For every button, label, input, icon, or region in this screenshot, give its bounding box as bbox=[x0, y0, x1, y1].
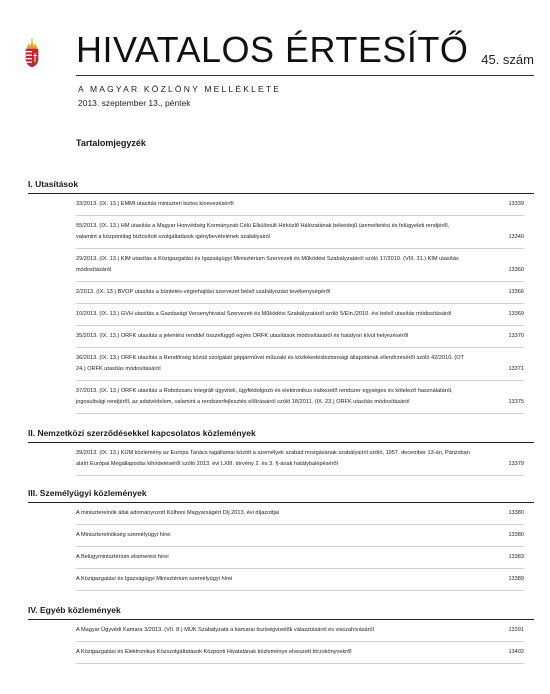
entry-title: 33/2013. (IX. 13.) EMMI utasítás miniszteri biztos kinevezéséről bbox=[76, 201, 234, 207]
entry-page-number: 13379 bbox=[508, 461, 524, 467]
entry-page-number: 13383 bbox=[508, 554, 524, 560]
toc-entry[interactable] bbox=[76, 569, 524, 591]
entry-list bbox=[76, 194, 524, 414]
toc-entry[interactable] bbox=[76, 249, 524, 282]
table-of-contents bbox=[28, 179, 524, 664]
toc-entry[interactable] bbox=[76, 547, 524, 569]
entry-title: A Közigazgatási és Igazságügyi Minisztérium személyügyi hírei bbox=[76, 576, 233, 582]
entry-page-number: 13369 bbox=[508, 311, 524, 317]
toc-heading: Tartalomjegyzék bbox=[76, 138, 146, 148]
entry-title: 55/2013. (IX. 13.) HM utasítás a Magyar Honvédség Kormányzati Célú Elkülönült Hírközlő Hálózatának békeidejű üzemeltetési és felügyeleti rendjéről, valamint a központilag biztosított szolgáltatások igénybevételének szabályairól bbox=[76, 223, 450, 240]
entry-page-number: 13380 bbox=[508, 510, 524, 516]
entry-page-number: 13339 bbox=[508, 201, 524, 207]
publication-title: HIVATALOS ÉRTESÍTŐ bbox=[76, 29, 469, 70]
toc-entry[interactable] bbox=[76, 642, 524, 664]
section-title: I. Utasítások bbox=[28, 179, 534, 194]
entry-page-number: 13389 bbox=[508, 576, 524, 582]
toc-entry[interactable] bbox=[76, 304, 524, 326]
toc-entry[interactable] bbox=[76, 348, 524, 381]
toc-entry[interactable] bbox=[76, 620, 524, 642]
entry-title: 29/2013. (IX. 13.) KIM utasítás a Közigazgatási és Igazságügyi Minisztérium Szervezeti és Működési Szabályzatáról szóló 17/2010. (VIII. 31.) KIM utasítás módosításáról bbox=[76, 256, 459, 273]
entry-title: A Miniszterelnökség személyügyi hírei bbox=[76, 532, 171, 538]
entry-title: A Közigazgatási és Elektronikus Közszolgáltatások Központi Hivatalának közleménye elveszett törzskönyvekről bbox=[76, 649, 352, 655]
entry-title: 2/2013. (IX. 13.) BVOP utasítás a büntetés-végrehajtási szervezet belső szabályozási tevékenységéről bbox=[76, 289, 331, 295]
entry-title: A Magyar Ügyvédi Kamara 3/2013. (VII. 8.) MÜK Szabályzata a kamarai tisztségviselők választásáról és visszahívásáról bbox=[76, 627, 374, 633]
toc-entry[interactable] bbox=[76, 282, 524, 304]
toc-entry[interactable] bbox=[76, 216, 524, 249]
entry-page-number: 13380 bbox=[508, 532, 524, 538]
issue-number: 45. szám bbox=[481, 52, 534, 67]
section-title: III. Személyügyi közlemények bbox=[28, 488, 534, 503]
toc-entry[interactable] bbox=[76, 443, 524, 476]
entry-page-number: 13366 bbox=[508, 289, 524, 295]
entry-page-number: 13371 bbox=[508, 366, 524, 372]
entry-title: 35/2013. (IX. 13.) ORFK utasítás a jelentési renddel összefüggő egyes ORFK utasítások módosításáról és hatályon kívül helyezéséről bbox=[76, 333, 409, 339]
entry-page-number: 13340 bbox=[508, 234, 524, 240]
entry-list bbox=[76, 503, 524, 591]
section-title: II. Nemzetközi szerződésekkel kapcsolatos közlemények bbox=[28, 428, 534, 443]
entry-page-number: 13402 bbox=[508, 649, 524, 655]
toc-section bbox=[28, 428, 524, 476]
toc-entry[interactable] bbox=[76, 194, 524, 216]
entry-title: 10/2013. (IX. 13.) GVH utasítás a Gazdasági Versenyhivatal Szervezeti és Működési Szabályzatáról szóló 5/Eln./2010. évi belső utasítás módosításáról bbox=[76, 311, 452, 317]
publication-date: 2013. szeptember 13., péntek bbox=[78, 98, 191, 108]
toc-section bbox=[28, 605, 524, 664]
hungarian-coat-of-arms-icon bbox=[24, 38, 40, 68]
toc-entry[interactable] bbox=[76, 525, 524, 547]
entry-title: 39/2013. (IX. 13.) KÜM közlemény az Európa Tanács tagállamai között a személyek szabad mozgásának szabályairól szóló, 1957. december 13-án, Párizsban aláírt Európai Megállapodás kihirdetéséről szóló 2013. évi LXIII. törvény 2. és 3. §-ának hatálybalépéséről bbox=[76, 450, 470, 467]
toc-entry[interactable] bbox=[76, 503, 524, 525]
toc-entry[interactable] bbox=[76, 326, 524, 348]
header-divider bbox=[76, 75, 534, 76]
publication-subtitle: A MAGYAR KÖZLÖNY MELLÉKLETE bbox=[78, 84, 282, 94]
entry-title: 36/2013. (IX. 13.) ORFK utasítás a Rendőrség közúti szolgálati gépjárművei műszaki és közlekedésbiztonsági állapotának ellenőrzéséről szóló 42/2010. (OT 24.) ORFK utasítás módosításáról bbox=[76, 355, 464, 372]
toc-entry[interactable] bbox=[76, 381, 524, 414]
toc-section bbox=[28, 179, 524, 414]
entry-title: A Belügyminisztérium elismerési hírei bbox=[76, 554, 169, 560]
entry-page-number: 13370 bbox=[508, 333, 524, 339]
entry-title: A miniszterelnök által adományozott Külhoni Magyarságért Díj 2013. évi díjazottjai bbox=[76, 510, 280, 516]
section-title: IV. Egyéb közlemények bbox=[28, 605, 534, 620]
entry-page-number: 13375 bbox=[508, 399, 524, 405]
entry-page-number: 13391 bbox=[508, 627, 524, 633]
toc-section bbox=[28, 488, 524, 591]
entry-list bbox=[76, 443, 524, 476]
entry-list bbox=[76, 620, 524, 664]
entry-page-number: 13360 bbox=[508, 267, 524, 273]
entry-title: 37/2013. (IX. 13.) ORFK utasítás a Robotzsaru integrált ügyviteli, ügyfeldolgozó és elektronikus iratkezelő rendszer egységes és kötelező használatáról, jogosultsági rendjéről, az adatvédelem, valamint a rendszerfejlesztés előírásairól szóló 18/2011. (IX. 23.) ORFK utasítás módosításáról bbox=[76, 388, 453, 405]
